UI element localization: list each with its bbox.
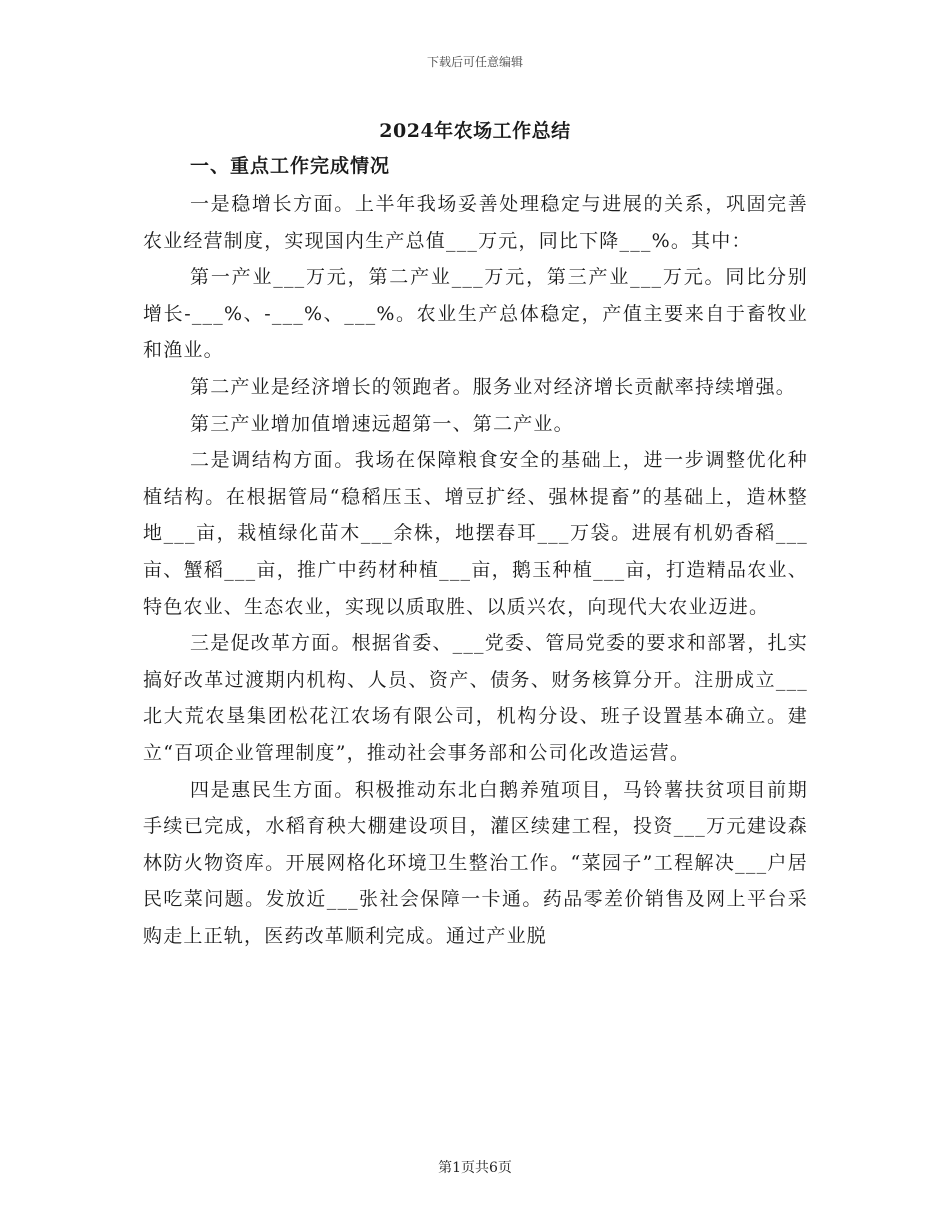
paragraph: 一是稳增长方面。上半年我场妥善处理稳定与进展的关系，巩固完善农业经营制度，实现国内生产总值___万元，同比下降___%。其中：: [143, 193, 808, 252]
page-number-footer: 第1页共6页: [438, 1160, 512, 1176]
paragraph: 第一产业___万元，第二产业___万元，第三产业___万元。同比分别增长-___%、-___%、___%。农业生产总体稳定，产值主要来自于畜牧业和渔业。: [143, 266, 808, 362]
paragraph: 二是调结构方面。我场在保障粮食安全的基础上，进一步调整优化种植结构。在根据管局“稳稻压玉、增豆扩经、强林提畜”的基础上，造林整地___亩，栽植绿化苗木___余株，地摆春耳___万袋。进展有机奶香稻___亩、蟹稻___亩，推广中药材种植___亩，鹅玉种植___亩，打造精品农业、特色农业、生态农业，实现以质取胜、以质兴农，向现代大农业迈进。: [143, 449, 808, 618]
document-body: [143, 186, 808, 954]
paragraph: 四是惠民生方面。积极推动东北白鹅养殖项目，马铃薯扶贫项目前期手续已完成，水稻育秧大棚建设项目，灌区续建工程，投资___万元建设森林防火物资库。开展网格化环境卫生整治工作。“菜园子”工程解决___户居民吃菜问题。发放近___张社会保障一卡通。药品零差价销售及网上平台采购走上正轨，医药改革顺利完成。通过产业脱: [143, 778, 808, 947]
document-title: 2024年农场工作总结: [379, 120, 571, 142]
header-note: 下载后可任意编辑: [426, 55, 523, 69]
section-heading: 一、重点工作完成情况: [190, 155, 391, 177]
paragraph: 第二产业是经济增长的领跑者。服务业对经济增长贡献率持续增强。: [190, 375, 797, 398]
paragraph: 三是促改革方面。根据省委、___党委、管局党委的要求和部署，扎实搞好改革过渡期内机构、人员、资产、债务、财务核算分开。注册成立___北大荒农垦集团松花江农场有限公司，机构分设、班子设置基本确立。建立“百项企业管理制度”，推动社会事务部和公司化改造运营。: [143, 632, 808, 764]
paragraph: 第三产业增加值增速远超第一、第二产业。: [190, 412, 574, 435]
